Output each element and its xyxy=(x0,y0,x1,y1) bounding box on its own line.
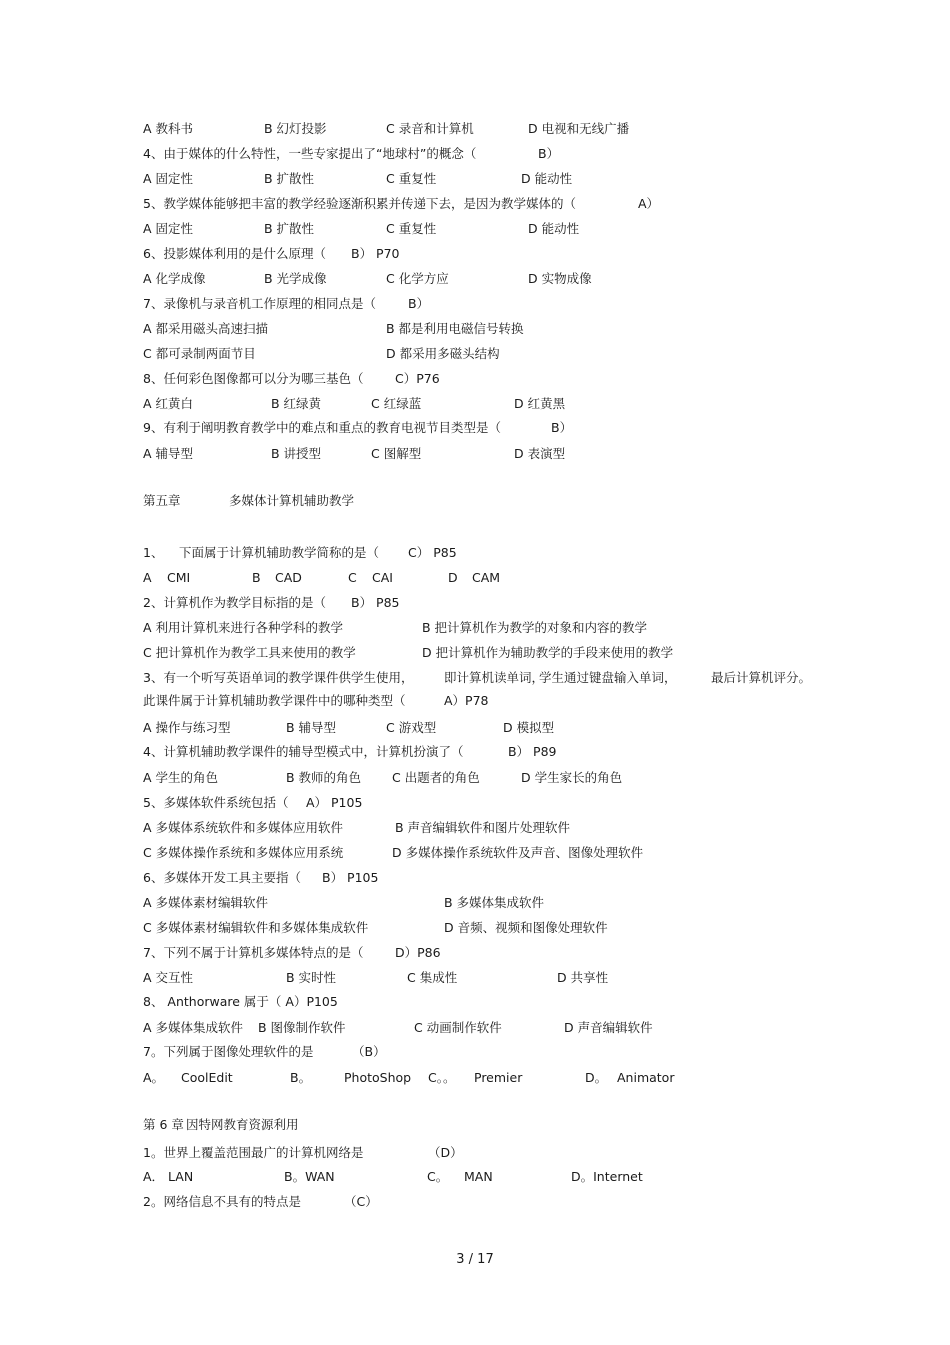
text-segment: C 录音和计算机 xyxy=(386,121,474,136)
text-segment: 下面属于计算机辅助教学简称的是（ xyxy=(179,545,380,560)
text-segment: C 动画制作软件 xyxy=(414,1020,502,1035)
text-segment: C 化学方应 xyxy=(386,271,449,286)
text-segment: C。。 xyxy=(428,1070,456,1085)
text-segment: A 都采用磁头高速扫描 xyxy=(143,321,269,336)
text-segment: 此课件属于计算机辅助教学课件中的哪种类型（ xyxy=(143,693,406,708)
text-segment: A）P78 xyxy=(444,693,489,708)
text-segment: A 交互性 xyxy=(143,970,194,985)
text-segment: B。 xyxy=(290,1070,312,1085)
text-segment: B） P105 xyxy=(322,870,379,885)
text-segment: D 实物成像 xyxy=(528,271,592,286)
text-segment: （D） xyxy=(428,1145,463,1160)
text-segment: B 辅导型 xyxy=(286,720,337,735)
text-segment: C 都可录制两面节目 xyxy=(143,346,256,361)
text-segment: C xyxy=(348,570,357,585)
text-segment: B xyxy=(252,570,261,585)
text-segment: A） P105 xyxy=(306,795,363,810)
text-segment: A 利用计算机来进行各种学科的教学 xyxy=(143,620,344,635)
text-segment: C 图解型 xyxy=(371,446,422,461)
text-segment: A 操作与练习型 xyxy=(143,720,231,735)
text-segment: D 学生家长的角色 xyxy=(521,770,623,785)
text-segment: A 多媒体素材编辑软件 xyxy=(143,895,269,910)
text-segment: C 多媒体素材编辑软件和多媒体集成软件 xyxy=(143,920,369,935)
text-segment: 第五章 xyxy=(143,493,181,508)
text-segment: B。WAN xyxy=(284,1169,335,1184)
text-segment: B） xyxy=(408,296,430,311)
text-segment: 1、 xyxy=(143,545,164,560)
text-segment: A 教科书 xyxy=(143,121,194,136)
text-segment: CoolEdit xyxy=(181,1070,233,1085)
text-segment: D xyxy=(448,570,458,585)
text-segment: Premier xyxy=(474,1070,523,1085)
text-segment: （C） xyxy=(344,1194,378,1209)
text-segment: A 化学成像 xyxy=(143,271,206,286)
text-segment: 2。网络信息不具有的特点是 xyxy=(143,1194,301,1209)
text-segment: 因特网教育资源利用 xyxy=(186,1117,299,1132)
text-segment: Animator xyxy=(617,1070,675,1085)
page-number: 3 / 17 xyxy=(456,1252,494,1267)
text-segment: D 电视和无线广播 xyxy=(528,121,630,136)
text-segment: D 模拟型 xyxy=(503,720,555,735)
text-segment: B 红绿黄 xyxy=(271,396,322,411)
text-segment: B 都是利用电磁信号转换 xyxy=(386,321,524,336)
text-segment: B 讲授型 xyxy=(271,446,322,461)
text-segment: 1。世界上覆盖范围最广的计算机网络是 xyxy=(143,1145,364,1160)
text-segment: 多媒体计算机辅助教学 xyxy=(229,493,355,508)
text-segment: D。Internet xyxy=(571,1169,643,1184)
text-segment: CAM xyxy=(472,570,501,585)
text-segment: 6、多媒体开发工具主要指（ xyxy=(143,870,301,885)
text-segment: A． LAN xyxy=(143,1169,194,1184)
text-segment: 4、由于媒体的什么特性，一些专家提出了“地球村”的概念（ xyxy=(143,146,477,161)
text-segment: 7。下列属于图像处理软件的是 xyxy=(143,1044,314,1059)
text-segment: 3、有一个听写英语单词的教学课件供学生使用， xyxy=(143,670,414,685)
text-segment: CAD xyxy=(275,570,302,585)
text-segment: A 固定性 xyxy=(143,171,194,186)
text-segment: D 都采用多磁头结构 xyxy=(386,346,500,361)
text-segment: D。 xyxy=(585,1070,608,1085)
text-segment: C 重复性 xyxy=(386,221,437,236)
text-segment: 第 6 章 xyxy=(143,1117,184,1132)
text-segment: D 红黄黑 xyxy=(514,396,566,411)
text-segment: C）P76 xyxy=(395,371,440,386)
text-segment: A 固定性 xyxy=(143,221,194,236)
text-segment: A 多媒体系统软件和多媒体应用软件 xyxy=(143,820,344,835)
text-segment: A 红黄白 xyxy=(143,396,194,411)
text-segment: B 幻灯投影 xyxy=(264,121,327,136)
text-segment: CMI xyxy=(167,570,191,585)
text-segment: C 把计算机作为教学工具来使用的教学 xyxy=(143,645,356,660)
text-segment: 4、计算机辅助教学课件的辅导型模式中，计算机扮演了（ xyxy=(143,744,464,759)
text-segment: （B） xyxy=(352,1044,386,1059)
text-segment: C 集成性 xyxy=(407,970,458,985)
text-segment: 即计算机读单词， xyxy=(444,670,545,685)
text-segment: B 扩散性 xyxy=(264,171,315,186)
text-segment: D 把计算机作为辅助教学的手段来使用的教学 xyxy=(422,645,674,660)
text-segment: 5、教学媒体能够把丰富的教学经验逐渐积累并传递下去，是因为教学媒体的（ xyxy=(143,196,576,211)
text-segment: 2、计算机作为教学目标指的是（ xyxy=(143,595,326,610)
text-segment: PhotoShop xyxy=(344,1070,412,1085)
text-segment: B 多媒体集成软件 xyxy=(444,895,545,910)
text-segment: A 辅导型 xyxy=(143,446,194,461)
text-segment: D 多媒体操作系统软件及声音、图像处理软件 xyxy=(392,845,644,860)
text-segment: C 多媒体操作系统和多媒体应用系统 xyxy=(143,845,344,860)
text-segment: 9、有利于阐明教育教学中的难点和重点的教育电视节目类型是（ xyxy=(143,420,501,435)
text-segment: A 多媒体集成软件 xyxy=(143,1020,244,1035)
text-segment: B 光学成像 xyxy=(264,271,327,286)
text-segment: MAN xyxy=(464,1169,493,1184)
text-segment: B 教师的角色 xyxy=(286,770,362,785)
text-segment: A。 xyxy=(143,1070,165,1085)
text-segment: 最后计算机评分。 xyxy=(711,670,812,685)
text-segment: B） xyxy=(551,420,573,435)
text-segment: C） P85 xyxy=(408,545,457,560)
text-segment: C。 xyxy=(427,1169,449,1184)
text-segment: CAI xyxy=(372,570,393,585)
text-segment: C 红绿蓝 xyxy=(371,396,422,411)
text-segment: D 共享性 xyxy=(557,970,609,985)
text-segment: 8、 Anthorware 属于（ A）P105 xyxy=(143,994,338,1009)
text-segment: 学生通过键盘输入单词， xyxy=(539,670,677,685)
text-segment: 8、任何彩色图像都可以分为哪三基色（ xyxy=(143,371,364,386)
text-segment: A） xyxy=(638,196,660,211)
text-segment: 7、录像机与录音机工作原理的相同点是（ xyxy=(143,296,376,311)
text-segment: 7、下列不属于计算机多媒体特点的是（ xyxy=(143,945,364,960)
text-segment: B 声音编辑软件和图片处理软件 xyxy=(395,820,571,835)
text-segment: D 表演型 xyxy=(514,446,566,461)
text-segment: B 图像制作软件 xyxy=(258,1020,346,1035)
text-segment: B 把计算机作为教学的对象和内容的教学 xyxy=(422,620,648,635)
text-segment: C 出题者的角色 xyxy=(392,770,480,785)
text-segment: B） xyxy=(538,146,560,161)
text-segment: B） P70 xyxy=(351,246,400,261)
text-segment: A xyxy=(143,570,152,585)
text-segment: 6、投影媒体利用的是什么原理（ xyxy=(143,246,326,261)
text-segment: B） P89 xyxy=(508,744,557,759)
text-segment: D 声音编辑软件 xyxy=(564,1020,653,1035)
text-segment: C 重复性 xyxy=(386,171,437,186)
text-segment: C 游戏型 xyxy=(386,720,437,735)
text-segment: B 实时性 xyxy=(286,970,337,985)
text-segment: A 学生的角色 xyxy=(143,770,219,785)
text-segment: B 扩散性 xyxy=(264,221,315,236)
text-segment: D 能动性 xyxy=(521,171,573,186)
text-segment: D）P86 xyxy=(395,945,441,960)
text-segment: 5、多媒体软件系统包括（ xyxy=(143,795,289,810)
text-segment: D 能动性 xyxy=(528,221,580,236)
text-segment: B） P85 xyxy=(351,595,400,610)
text-segment: D 音频、视频和图像处理软件 xyxy=(444,920,608,935)
